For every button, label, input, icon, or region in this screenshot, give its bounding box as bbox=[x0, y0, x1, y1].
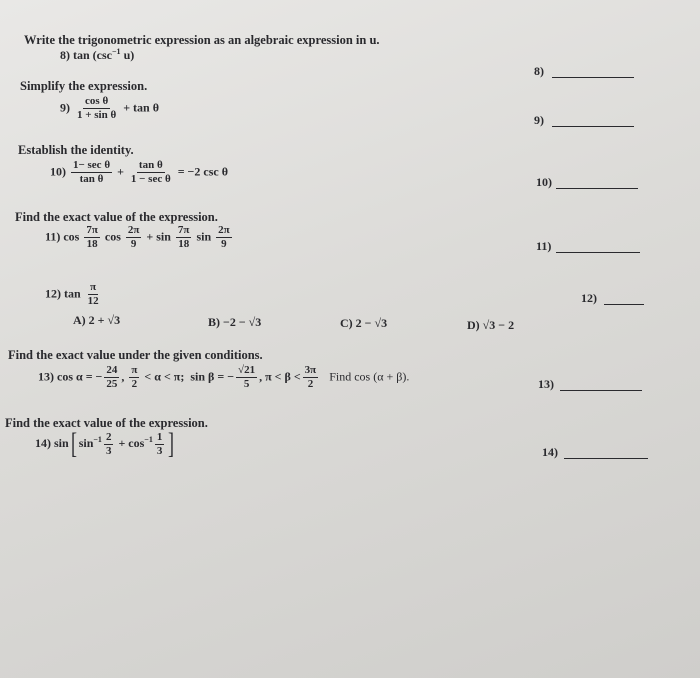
fraction: $\frac{\text{1− sec θ}}{\text{tan θ}}$ bbox=[73, 159, 111, 185]
fraction: $\frac{\text{tan θ}}{\text{1 − sec θ}}$ bbox=[130, 159, 171, 185]
answer-blank-10[interactable] bbox=[556, 188, 638, 189]
answer-blank-11[interactable] bbox=[556, 252, 640, 253]
answer-label-14: 14) bbox=[542, 445, 558, 459]
section-heading-algebraic: Write the trigonometric expression as an algebraic expression in u. bbox=[24, 33, 380, 47]
answer-blank-13[interactable] bbox=[560, 390, 642, 391]
fraction: $\frac{3\pi}{2}$ bbox=[304, 364, 317, 390]
answer-label-12: 12) bbox=[581, 291, 597, 305]
problem-12: 12) tan $\frac{\pi}{12}$ bbox=[45, 281, 99, 307]
answer-blank-9[interactable] bbox=[552, 126, 634, 127]
problem-8: 8) $\tan (\csc^{-1}$ u) bbox=[60, 47, 135, 62]
answer-label-10: 10) bbox=[536, 175, 552, 189]
answer-label-13: 13) bbox=[538, 377, 554, 391]
problem-11: 11) cos $\frac{7\pi}{18}$ cos $\frac{2\pi}{9}$ + sin $\frac{7\pi}{18}$ sin $\frac{2\pi}{9}$ bbox=[45, 224, 230, 250]
fraction: $\frac{\pi}{2}$ bbox=[131, 364, 138, 390]
choice-d[interactable]: D) √3 − 2 bbox=[467, 318, 515, 332]
section-heading-exact-value-2: Find the exact value of the expression. bbox=[5, 416, 208, 430]
answer-blank-14[interactable] bbox=[564, 458, 648, 459]
problem-14: 14) sin[ $\sin^{-1}$ $\frac{2}{3}$ + $\cos^{-1}$ $\frac{1}{3}$ ] bbox=[35, 427, 175, 460]
section-heading-identity: Establish the identity. bbox=[18, 143, 134, 157]
fraction: $\frac{1}{3}$ bbox=[156, 430, 163, 457]
section-heading-conditions: Find the exact value under the given conditions. bbox=[8, 348, 263, 362]
fraction: $\frac{\text{cos θ}}{\text{1 + sin θ}}$ bbox=[77, 95, 117, 121]
section-heading-exact-value: Find the exact value of the expression. bbox=[15, 210, 218, 224]
answer-label-8: 8) bbox=[534, 64, 544, 78]
fraction: $\frac{2}{3}$ bbox=[105, 430, 112, 457]
fraction: $\frac{7\pi}{18}$ bbox=[86, 224, 98, 250]
fraction: $\frac{2\pi}{9}$ bbox=[218, 224, 230, 250]
problem-13: 13) cos α = − $\frac{24}{25}$ , $\frac{\pi}{2}$ < α < π; sin β = − $\frac{√21}{5}$ , π < β < $\frac{3\pi}{2}$ Find cos (α + β). bbox=[38, 364, 410, 390]
section-heading-simplify: Simplify the expression. bbox=[20, 79, 148, 93]
problem-10: 10) $\frac{\text{1− sec θ}}{\text{tan θ}}$ + $\frac{\text{tan θ}}{\text{1 − sec θ}}$ = −2 csc θ bbox=[50, 159, 228, 185]
problem-9: 9) $\frac{\text{cos θ}}{\text{1 + sin θ}}$ + tan θ bbox=[60, 95, 159, 121]
choice-a[interactable]: A) 2 + √3 bbox=[73, 313, 121, 327]
choice-c[interactable]: C) 2 − √3 bbox=[340, 316, 388, 330]
fraction: $\frac{24}{25}$ bbox=[106, 364, 118, 390]
answer-label-9: 9) bbox=[534, 113, 544, 127]
answer-blank-12[interactable] bbox=[604, 304, 644, 305]
fraction: $\frac{7\pi}{18}$ bbox=[177, 224, 190, 250]
fraction: $\frac{\pi}{12}$ bbox=[87, 281, 99, 307]
answer-blank-8[interactable] bbox=[552, 77, 634, 78]
choice-b[interactable]: B) −2 − √3 bbox=[208, 315, 262, 329]
fraction: $\frac{√21}{5}$ bbox=[238, 364, 256, 390]
fraction: $\frac{2\pi}{9}$ bbox=[127, 224, 140, 250]
answer-label-11: 11) bbox=[536, 239, 552, 253]
